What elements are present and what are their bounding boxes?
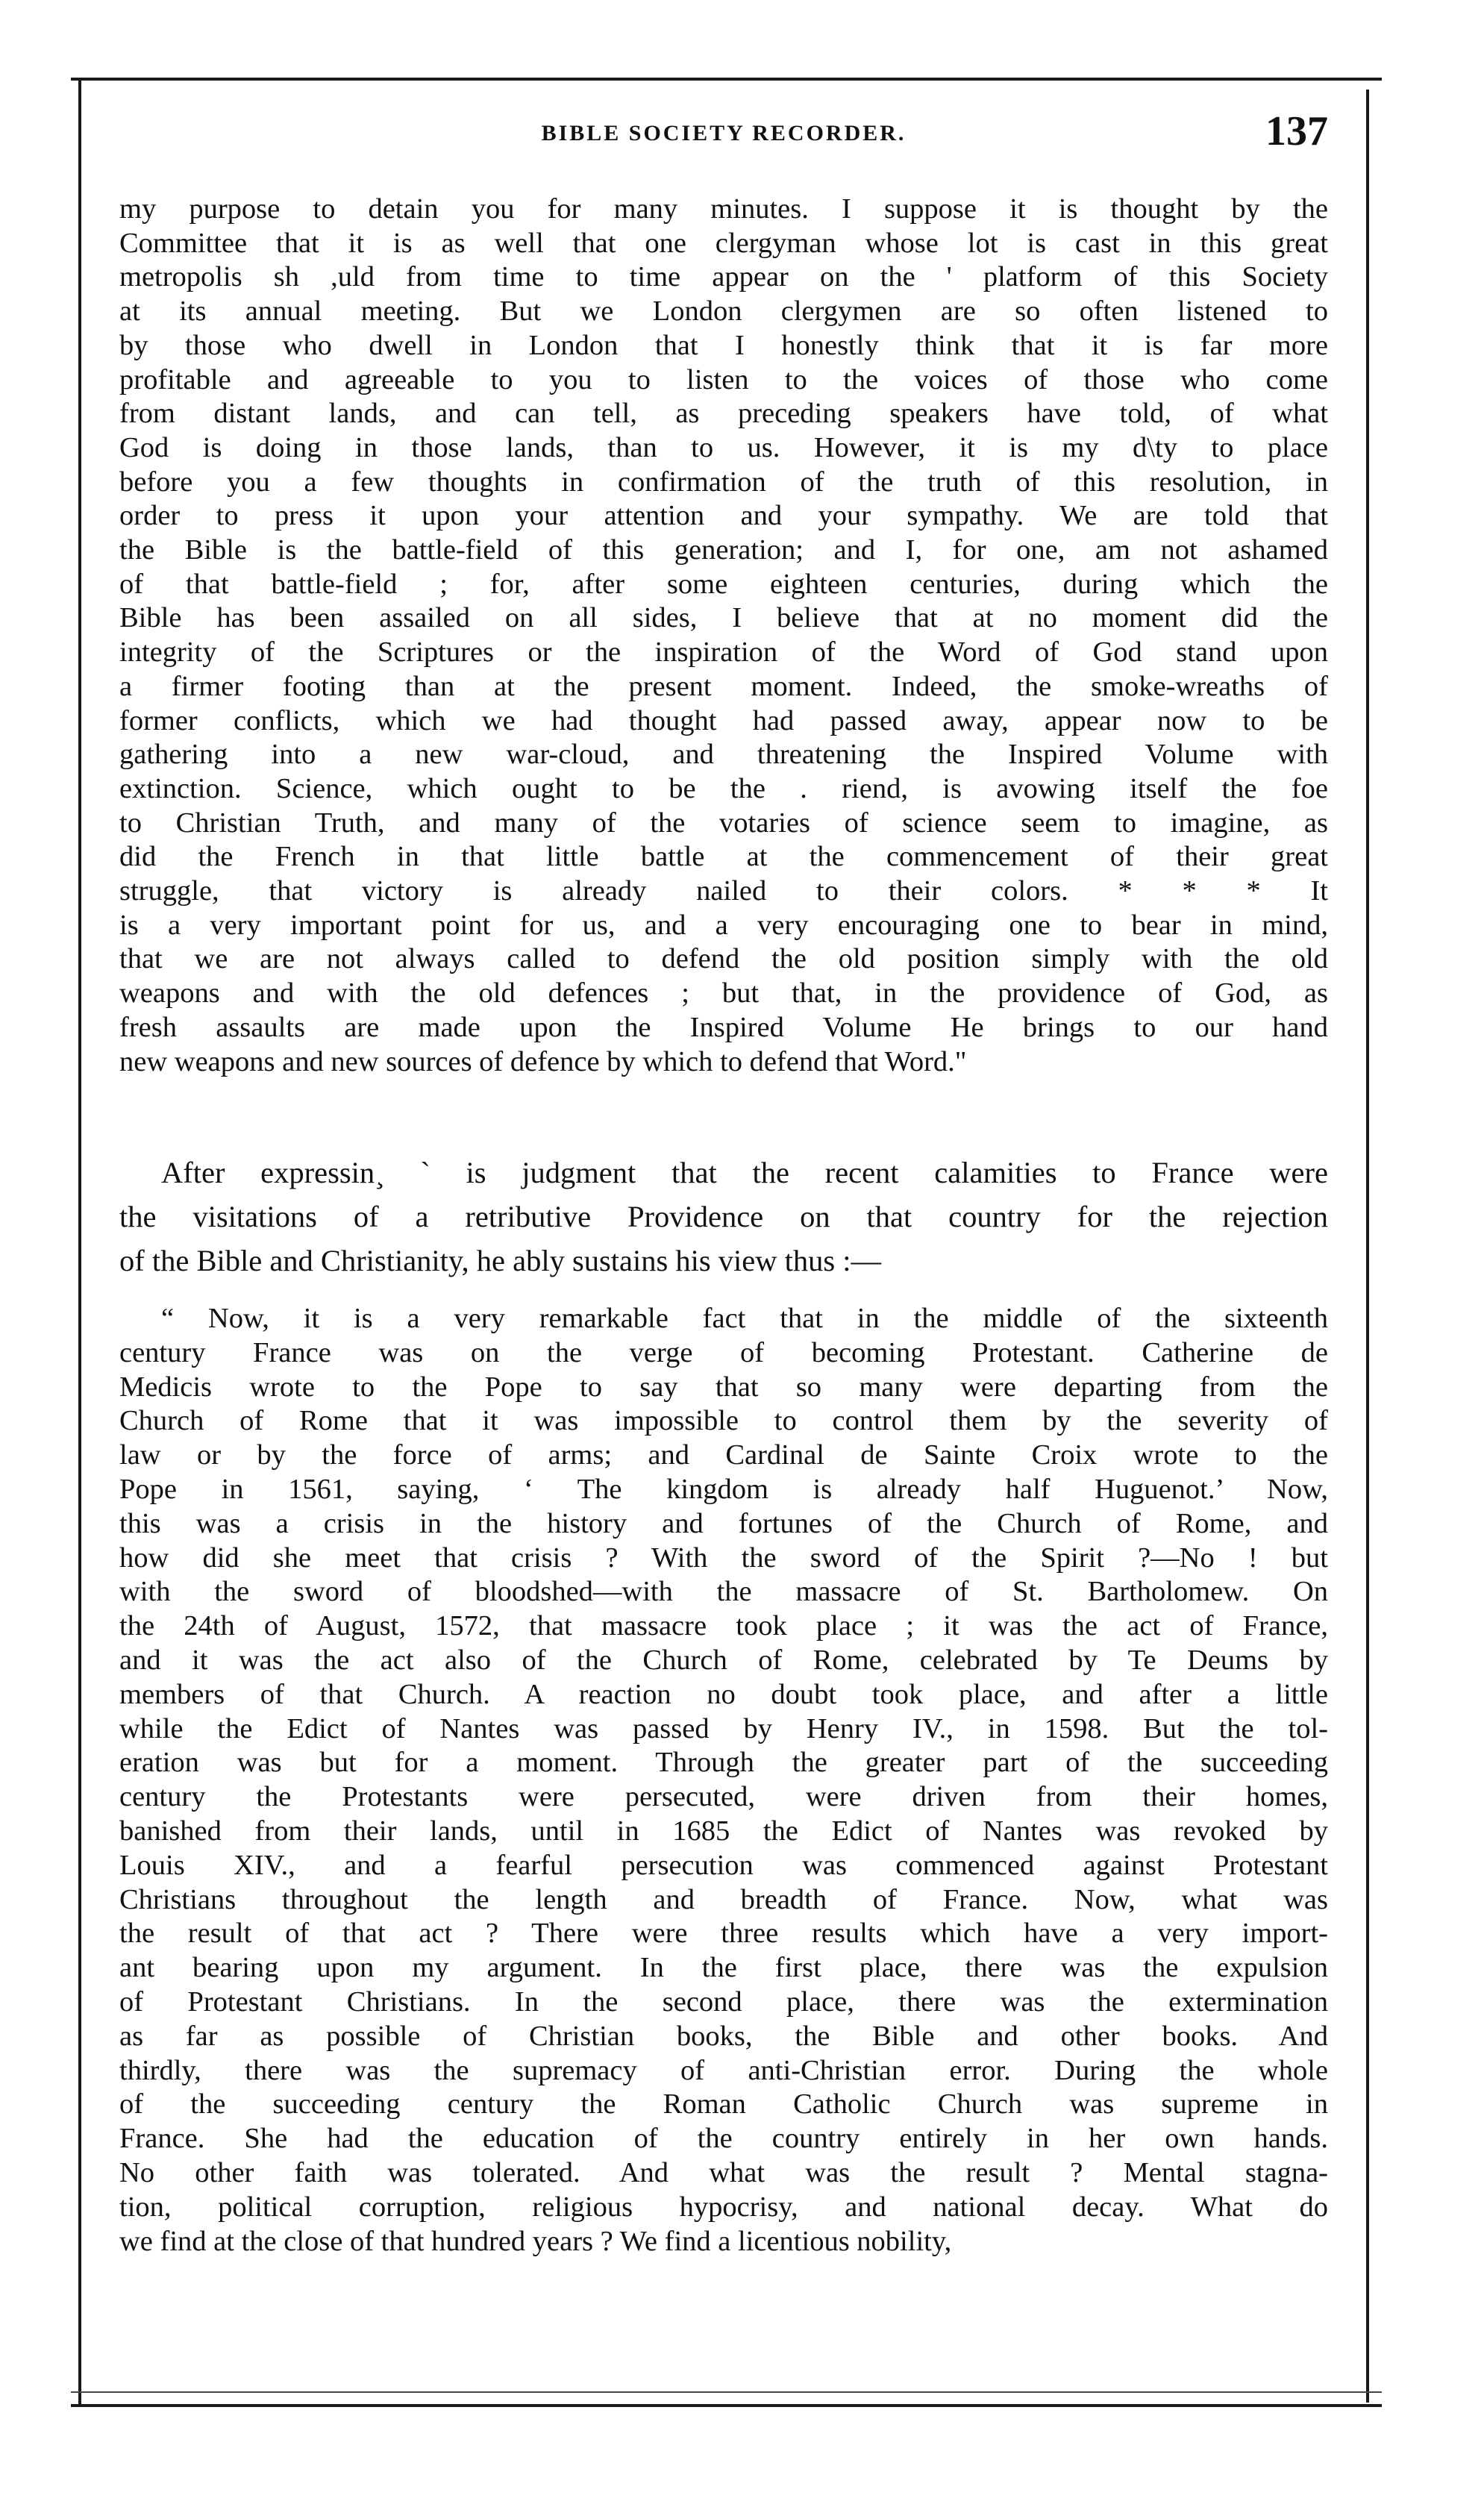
text-line: integrity of the Scriptures or the inspiration of the Word of God stand upon <box>119 636 1328 669</box>
running-title: BIBLE SOCIETY RECORDER. <box>541 121 907 145</box>
text-line: banished from their lands, until in 1685 the Edict of Nantes was revoked by <box>119 1815 1328 1847</box>
text-line: is a very important point for us, and a very encouraging one to bear in mind, <box>119 909 1328 941</box>
text-line: and it was the act also of the Church of Rome, celebrated by Te Deums by <box>119 1644 1328 1676</box>
bottom-hairline <box>71 2391 1382 2393</box>
text-line: metropolis sh ,uld from time to time appear on the ' platform of this Society <box>119 261 1328 293</box>
text-line: the visitations of a retributive Providence on that country for the rejection <box>119 1200 1328 1233</box>
text-line: did the French in that little battle at the commencement of their great <box>119 841 1328 873</box>
text-line: at its annual meeting. But we London clergymen are so often listened to <box>119 295 1328 328</box>
text-line: tion, political corruption, religious hypocrisy, and national decay. What do <box>119 2191 1328 2223</box>
text-line: century the Protestants were persecuted, were driven from their homes, <box>119 1781 1328 1813</box>
text-line: of that battle-field ; for, after some eighteen centuries, during which the <box>119 568 1328 600</box>
bottom-border-rule <box>71 2404 1382 2407</box>
text-line: the Bible is the battle-field of this generation; and I, for one, am not ashamed <box>119 534 1328 566</box>
text-line: from distant lands, and can tell, as preceding speakers have told, of what <box>119 398 1328 430</box>
text-line: France. She had the education of the country entirely in her own hands. <box>119 2123 1328 2155</box>
text-line: my purpose to detain you for many minutes. I suppose it is thought by the <box>119 193 1328 225</box>
quoted-speech-paragraph <box>119 1302 1328 2259</box>
text-line: Committee that it is as well that one clergyman whose lot is cast in this great <box>119 227 1328 259</box>
text-line: that we are not always called to defend the old position simply with the old <box>119 943 1328 975</box>
text-line: extinction. Science, which ought to be the . riend, is avowing itself the foe <box>119 772 1328 804</box>
text-line: Pope in 1561, saying, ‘ The kingdom is already half Huguenot.’ Now, <box>119 1473 1328 1505</box>
text-line: how did she meet that crisis ? With the sword of the Spirit ?—No ! but <box>119 1542 1328 1574</box>
text-line: Christians throughout the length and breadth of France. Now, what was <box>119 1883 1328 1915</box>
text-line: of Protestant Christians. In the second place, there was the extermination <box>119 1985 1328 2018</box>
text-line: Bible has been assailed on all sides, I believe that at no moment did the <box>119 602 1328 634</box>
text-line: members of that Church. A reaction no doubt took place, and after a little <box>119 1678 1328 1710</box>
text-line: Medicis wrote to the Pope to say that so many were departing from the <box>119 1371 1328 1403</box>
text-line: the 24th of August, 1572, that massacre took place ; it was the act of France, <box>119 1610 1328 1642</box>
text-line: we find at the close of that hundred years ? We find a licentious nobility, <box>119 2225 952 2257</box>
text-line: “ Now, it is a very remarkable fact that in the middle of the sixteenth <box>161 1303 1328 1334</box>
text-line: before you a few thoughts in confirmation of the truth of this resolution, in <box>119 466 1328 498</box>
text-line: of the Bible and Christianity, he ably sustains his view thus :— <box>119 1244 882 1277</box>
text-line: by those who dwell in London that I honestly think that it is far more <box>119 329 1328 361</box>
left-border-rule <box>78 79 81 2407</box>
text-line: law or by the force of arms; and Cardinal de Sainte Croix wrote to the <box>119 1439 1328 1471</box>
text-line: to Christian Truth, and many of the votaries of science seem to imagine, as <box>119 807 1328 839</box>
text-line: gathering into a new war-cloud, and threatening the Inspired Volume with <box>119 739 1328 771</box>
text-line: weapons and with the old defences ; but that, in the providence of God, as <box>119 977 1328 1010</box>
text-line: former conflicts, which we had thought had passed away, appear now to be <box>119 704 1328 736</box>
text-line: as far as possible of Christian books, the Bible and other books. And <box>119 2020 1328 2052</box>
text-line: Louis XIV., and a fearful persecution was commenced against Protestant <box>119 1849 1328 1881</box>
text-line: struggle, that victory is already nailed to their colors. * * * It <box>119 875 1328 907</box>
text-line: with the sword of bloodshed—with the massacre of St. Bartholomew. On <box>119 1576 1328 1608</box>
text-line: order to press it upon your attention and your sympathy. We are told that <box>119 500 1328 532</box>
text-line: century France was on the verge of becoming Protestant. Catherine de <box>119 1336 1328 1368</box>
text-line: the result of that act ? There were three results which have a very import- <box>119 1918 1328 1950</box>
top-border-rule <box>71 78 1382 81</box>
editorial-paragraph <box>119 1151 1328 1283</box>
speech-paragraph-continued <box>119 193 1328 1079</box>
page-number: 137 <box>1265 108 1328 154</box>
text-line: thirdly, there was the supremacy of anti-Christian error. During the whole <box>119 2054 1328 2086</box>
text-line: this was a crisis in the history and fortunes of the Church of Rome, and <box>119 1507 1328 1539</box>
text-line: fresh assaults are made upon the Inspired Volume He brings to our hand <box>119 1011 1328 1043</box>
text-line: new weapons and new sources of defence by which to defend that Word." <box>119 1045 967 1077</box>
text-line: a firmer footing than at the present moment. Indeed, the smoke-wreaths of <box>119 670 1328 702</box>
text-line: of the succeeding century the Roman Catholic Church was supreme in <box>119 2088 1328 2121</box>
text-line: profitable and agreeable to you to listen to the voices of those who come <box>119 363 1328 395</box>
text-line: After expressin¸ ` is judgment that the recent calamities to France were <box>161 1156 1328 1189</box>
text-line: God is doing in those lands, than to us. However, it is my d\ty to place <box>119 431 1328 463</box>
right-border-rule <box>1366 90 1369 2403</box>
text-line: eration was but for a moment. Through the greater part of the succeeding <box>119 1747 1328 1779</box>
text-line: Church of Rome that it was impossible to control them by the severity of <box>119 1405 1328 1437</box>
text-line: No other faith was tolerated. And what was the result ? Mental stagna- <box>119 2156 1328 2188</box>
running-head <box>119 104 1328 157</box>
text-line: while the Edict of Nantes was passed by Henry IV., in 1598. But the tol- <box>119 1712 1328 1744</box>
text-line: ant bearing upon my argument. In the first place, there was the expulsion <box>119 1952 1328 1984</box>
